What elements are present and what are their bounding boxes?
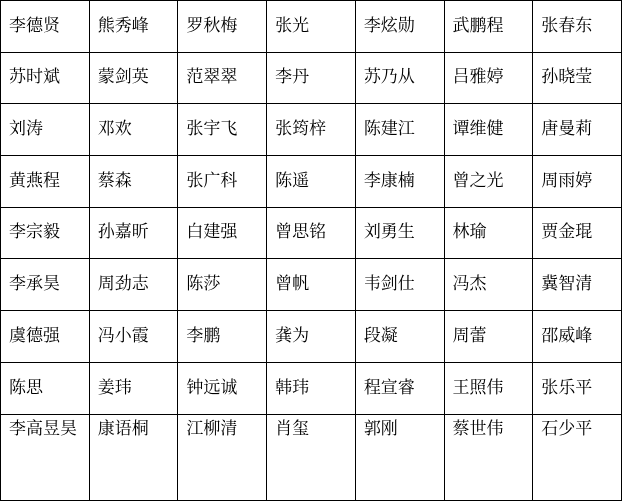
- table-cell: 谭维健: [444, 104, 533, 156]
- table-cell: 肖玺: [267, 414, 356, 501]
- table-cell: 韩玮: [267, 362, 356, 414]
- table-row: [1, 156, 622, 208]
- table-cell: 吕雅婷: [444, 52, 533, 104]
- table-cell: 曾思铭: [267, 207, 356, 259]
- table-cell: 周蕾: [444, 311, 533, 363]
- table-cell: 陈思: [1, 362, 90, 414]
- table-cell: 蒙剑英: [89, 52, 178, 104]
- table-cell: 唐曼莉: [533, 104, 622, 156]
- table-cell: 蔡世伟: [444, 414, 533, 501]
- table-cell: 黄燕程: [1, 156, 90, 208]
- table-cell: 郭刚: [355, 414, 444, 501]
- table-cell: 周劲志: [89, 259, 178, 311]
- table-cell: 李高昱昊: [1, 414, 90, 501]
- table-cell: 张乐平: [533, 362, 622, 414]
- table-cell: 刘涛: [1, 104, 90, 156]
- table-cell: 刘勇生: [355, 207, 444, 259]
- table-cell: 石少平: [533, 414, 622, 501]
- table-body: [1, 1, 622, 501]
- table-row: [1, 362, 622, 414]
- table-cell: 林瑜: [444, 207, 533, 259]
- table-row: [1, 104, 622, 156]
- table-cell: 武鹏程: [444, 1, 533, 53]
- table-cell: 张春东: [533, 1, 622, 53]
- table-cell: 段凝: [355, 311, 444, 363]
- table-cell: 韦剑仕: [355, 259, 444, 311]
- table-cell: 李炫勋: [355, 1, 444, 53]
- table-cell: 曾帆: [267, 259, 356, 311]
- table-cell: 白建强: [178, 207, 267, 259]
- table-cell: 程宣睿: [355, 362, 444, 414]
- table-cell: 冯杰: [444, 259, 533, 311]
- table-cell: 陈建江: [355, 104, 444, 156]
- table-cell: 陈遥: [267, 156, 356, 208]
- table-cell: 邵威峰: [533, 311, 622, 363]
- table-cell: 李宗毅: [1, 207, 90, 259]
- table-row: [1, 311, 622, 363]
- table-cell: 张筠梓: [267, 104, 356, 156]
- table-cell: 张光: [267, 1, 356, 53]
- table-cell: 苏乃从: [355, 52, 444, 104]
- table-cell: 陈莎: [178, 259, 267, 311]
- table-cell: 张宇飞: [178, 104, 267, 156]
- table-cell: 江柳清: [178, 414, 267, 501]
- table-row: [1, 414, 622, 501]
- table-cell: 康语桐: [89, 414, 178, 501]
- table-cell: 李康楠: [355, 156, 444, 208]
- table-cell: 姜玮: [89, 362, 178, 414]
- table-cell: 冀智清: [533, 259, 622, 311]
- table-cell: 龚为: [267, 311, 356, 363]
- table-cell: 李承昊: [1, 259, 90, 311]
- table-row: [1, 1, 622, 53]
- table-cell: 王照伟: [444, 362, 533, 414]
- table-cell: 贾金琨: [533, 207, 622, 259]
- table-cell: 李德贤: [1, 1, 90, 53]
- table-row: [1, 52, 622, 104]
- table-row: [1, 207, 622, 259]
- table-cell: 孙嘉昕: [89, 207, 178, 259]
- table-cell: 蔡森: [89, 156, 178, 208]
- table-cell: 张广科: [178, 156, 267, 208]
- table-cell: 范翠翠: [178, 52, 267, 104]
- table-row: [1, 259, 622, 311]
- table-cell: 李鹏: [178, 311, 267, 363]
- table-cell: 周雨婷: [533, 156, 622, 208]
- table-cell: 孙晓莹: [533, 52, 622, 104]
- table-cell: 苏时斌: [1, 52, 90, 104]
- table-cell: 罗秋梅: [178, 1, 267, 53]
- table-cell: 冯小霞: [89, 311, 178, 363]
- table-cell: 钟远诚: [178, 362, 267, 414]
- table-cell: 虞德强: [1, 311, 90, 363]
- table-cell: 李丹: [267, 52, 356, 104]
- table-cell: 邓欢: [89, 104, 178, 156]
- table-cell: 曾之光: [444, 156, 533, 208]
- table-cell: 熊秀峰: [89, 1, 178, 53]
